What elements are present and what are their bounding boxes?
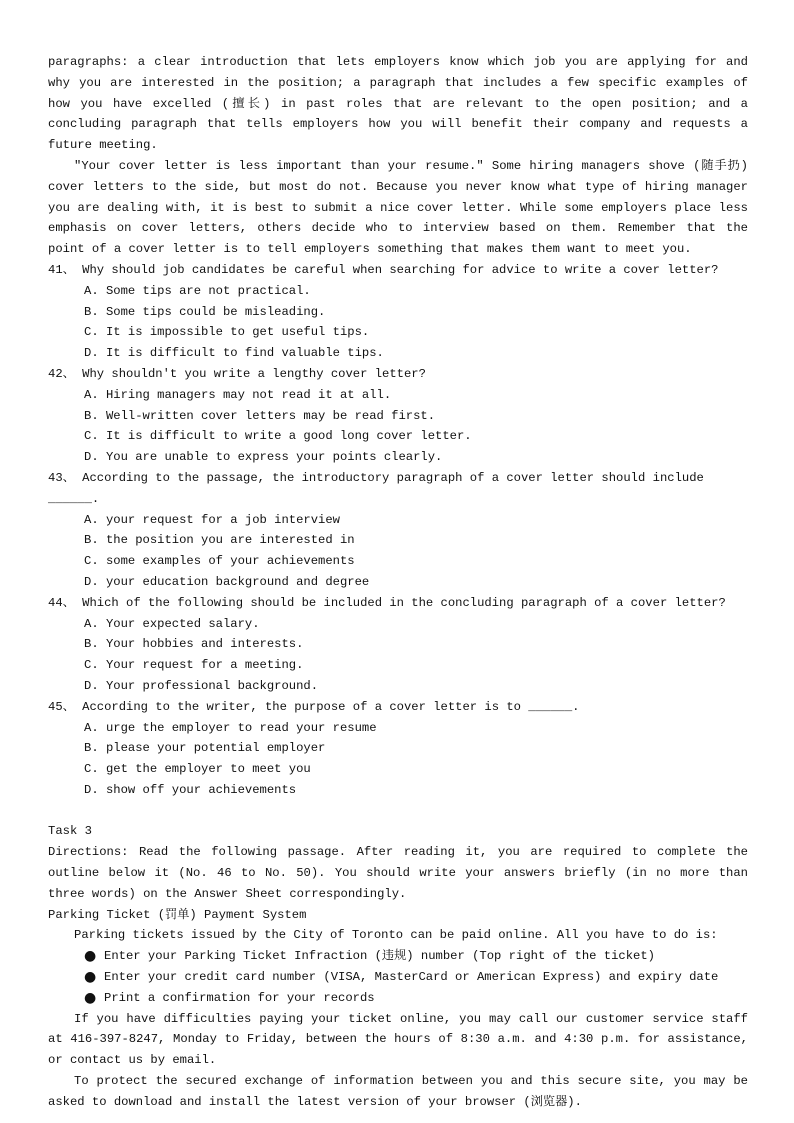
passage-title: Parking Ticket (罚单) Payment System [48, 907, 307, 922]
question-number: 42、 [48, 366, 75, 381]
bullet-icon: ● [84, 969, 97, 986]
answer-option: D. Your professional background. [84, 678, 319, 693]
bullet-icon: ● [84, 948, 97, 965]
bullet-item [48, 967, 748, 988]
passage-paragraph-contact: If you have difficulties paying your ticket online, you may call our customer service staff at 416-397-8247, Monday to Friday, between the hours of 8:30 a.m. and 4:30 p.m. for assistance, or contact us by email. [48, 1011, 748, 1068]
bullet-list [48, 946, 748, 1008]
answer-option: B. please your potential employer [84, 741, 326, 756]
task-title: Task 3 [48, 824, 92, 839]
question-list [48, 260, 748, 801]
question-text: According to the passage, the introductory paragraph of a cover letter should include ______. [48, 470, 704, 506]
bullet-item [48, 946, 748, 967]
answer-option: C. some examples of your achievements [84, 554, 355, 569]
answer-option: D. show off your achievements [84, 782, 297, 797]
question-number: 44、 [48, 595, 75, 610]
question-block [48, 364, 748, 468]
answer-option: A. urge the employer to read your resume [84, 720, 377, 735]
question-block [48, 260, 748, 364]
intro-paragraph-1: paragraphs: a clear introduction that lets employers know which job you are applying for and why you are interested in the position; a paragraph that includes a few specific examples of how you have excelled (擅长) in past roles that are relevant to the open position; and a concluding paragraph that tells employers how you will benefit their company and requests a future meeting. [48, 55, 748, 153]
question-block [48, 593, 748, 697]
answer-option: C. It is impossible to get useful tips. [84, 325, 370, 340]
task-directions: Directions: Read the following passage. After reading it, you are required to complete the outline below it (No. 46 to No. 50). You should write your answers briefly (in no more than three words) on the Answer Sheet correspondingly. [48, 845, 748, 901]
answer-option: A. your request for a job interview [84, 512, 340, 527]
answer-option: D. It is difficult to find valuable tips. [84, 346, 384, 361]
answer-option: A. Your expected salary. [84, 616, 260, 631]
bullet-item [48, 988, 748, 1009]
question-stem [48, 593, 748, 614]
question-stem [48, 260, 748, 281]
question-text: Why shouldn't you write a lengthy cover letter? [82, 366, 426, 381]
intro-paragraph-2: "Your cover letter is less important than your resume." Some hiring managers shove (随手扔) cover letters to the side, but most do not. Because you never know what type of hiring manager you are dealing with, it is best to submit a nice cover letter. While some employers place less emphasis on cover letters, others decide who to interview based on them. Remember that the point of a cover letter is to tell employers something that makes them want to meet you. [48, 158, 748, 257]
question-number: 41、 [48, 262, 75, 277]
question-stem [48, 697, 748, 718]
answer-option: B. the position you are interested in [84, 533, 355, 548]
answer-option: D. your education background and degree [84, 574, 370, 589]
answer-option: C. Your request for a meeting. [84, 658, 304, 673]
passage-lead: Parking tickets issued by the City of Toronto can be paid online. All you have to do is: [74, 928, 718, 943]
answer-option: C. It is difficult to write a good long cover letter. [84, 429, 472, 444]
question-number: 45、 [48, 699, 75, 714]
bullet-text: Enter your credit card number (VISA, MasterCard or American Express) and expiry date [104, 970, 719, 985]
bullet-text: Enter your Parking Ticket Infraction (违规) number (Top right of the ticket) [104, 949, 655, 964]
answer-option: D. You are unable to express your points clearly. [84, 450, 443, 465]
answer-option: B. Well-written cover letters may be read first. [84, 408, 436, 423]
question-text: Which of the following should be included in the concluding paragraph of a cover letter? [82, 595, 726, 610]
bullet-icon: ● [84, 989, 97, 1006]
passage-paragraph-browser: To protect the secured exchange of information between you and this secure site, you may be asked to download and install the latest version of your browser (浏览器). [48, 1074, 748, 1109]
answer-option: A. Hiring managers may not read it at all. [84, 387, 392, 402]
answer-option: A. Some tips are not practical. [84, 283, 311, 298]
bullet-text: Print a confirmation for your records [104, 990, 375, 1005]
question-block [48, 468, 748, 593]
answer-option: C. get the employer to meet you [84, 762, 311, 777]
question-text: Why should job candidates be careful when searching for advice to write a cover letter? [82, 262, 719, 277]
question-text: According to the writer, the purpose of a cover letter is to ______. [82, 699, 580, 714]
answer-option: B. Your hobbies and interests. [84, 637, 304, 652]
question-block [48, 697, 748, 801]
question-number: 43、 [48, 470, 75, 485]
question-stem [48, 364, 748, 385]
exam-page [48, 52, 748, 1113]
answer-option: B. Some tips could be misleading. [84, 304, 326, 319]
question-stem [48, 468, 748, 510]
